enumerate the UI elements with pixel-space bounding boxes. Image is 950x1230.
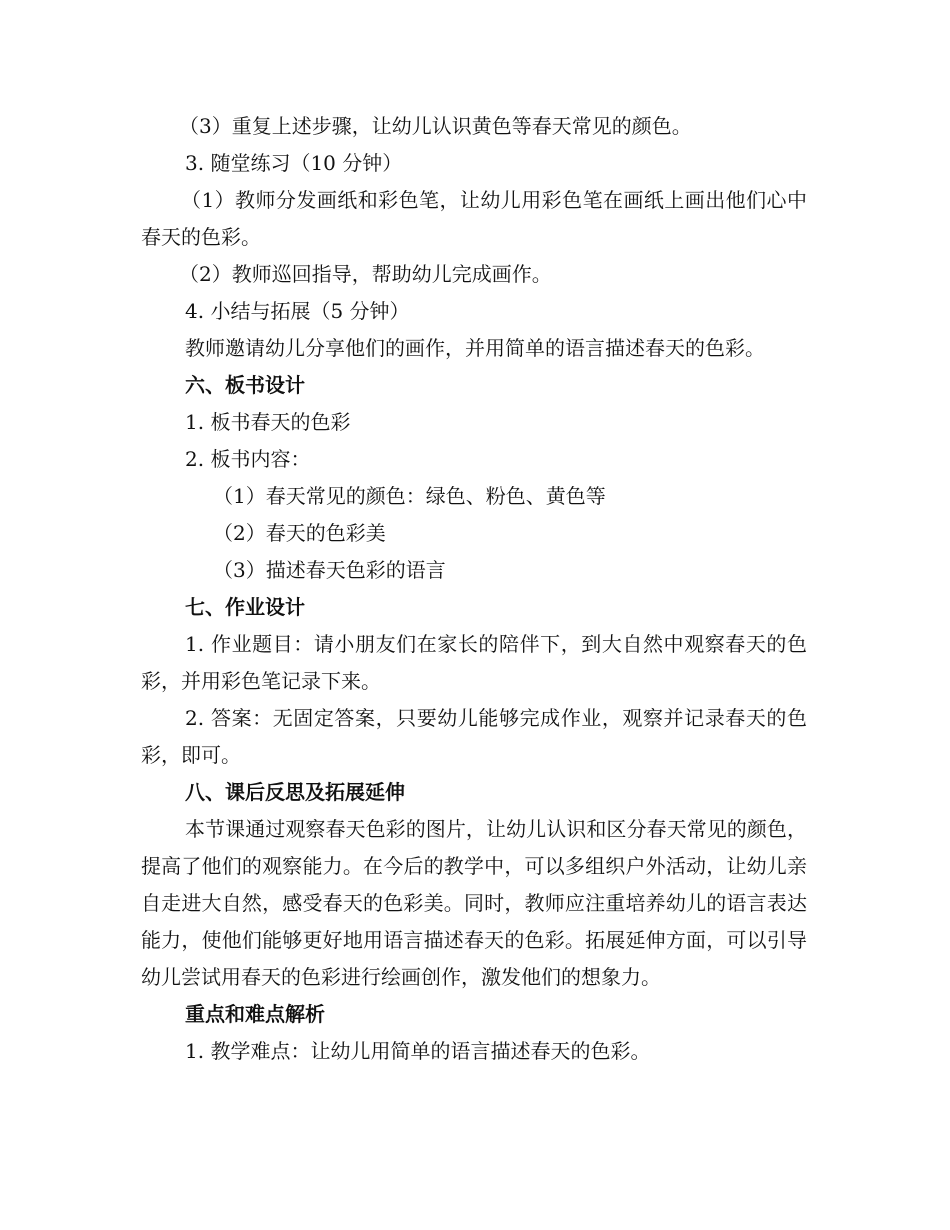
homework-item-1: 1. 作业题目：请小朋友们在家长的陪伴下，到大自然中观察春天的色彩，并用彩色笔记录下来。 <box>141 632 807 693</box>
board-subitem-1: （1）春天常见的颜色：绿色、粉色、黄色等 <box>213 484 606 508</box>
homework-item-2: 2. 答案：无固定答案，只要幼儿能够完成作业，观察并记录春天的色彩，即可。 <box>141 706 807 767</box>
board-item-2: 2. 板书内容： <box>185 447 311 471</box>
reflection-paragraph: 本节课通过观察春天色彩的图片，让幼儿认识和区分春天常见的颜色，提高了他们的观察能力。在今后的教学中，可以多组织户外活动，让幼儿亲自走进大自然，感受春天的色彩美。同时，教师应注重培养幼儿的语言表达能力，使他们能够更好地用语言描述春天的色彩。拓展延伸方面，可以引导幼儿尝试用春天的色彩进行绘画创作，激发他们的想象力。 <box>141 817 807 989</box>
section-6-heading: 六、板书设计 <box>185 373 305 397</box>
summary-text: 教师邀请幼儿分享他们的画作，并用简单的语言描述春天的色彩。 <box>185 336 765 360</box>
board-subitem-3: （3）描述春天色彩的语言 <box>213 558 446 582</box>
board-subitem-2: （2）春天的色彩美 <box>213 521 386 545</box>
key-points-heading: 重点和难点解析 <box>185 1002 325 1026</box>
step-3-item-3: （3）重复上述步骤，让幼儿认识黄色等春天常见的颜色。 <box>179 114 692 138</box>
key-point-1: 1. 教学难点：让幼儿用简单的语言描述春天的色彩。 <box>185 1039 651 1063</box>
practice-title: 3. 随堂练习（10 分钟） <box>185 151 403 175</box>
section-8-heading: 八、课后反思及拓展延伸 <box>185 780 405 804</box>
practice-item-1: （1）教师分发画纸和彩色笔，让幼儿用彩色笔在画纸上画出他们心中春天的色彩。 <box>141 188 807 249</box>
board-item-1: 1. 板书春天的色彩 <box>185 410 351 434</box>
document-body <box>141 108 807 1070</box>
practice-item-2: （2）教师巡回指导，帮助幼儿完成画作。 <box>179 262 552 286</box>
summary-title: 4. 小结与拓展（5 分钟） <box>185 299 410 323</box>
section-7-heading: 七、作业设计 <box>185 595 305 619</box>
